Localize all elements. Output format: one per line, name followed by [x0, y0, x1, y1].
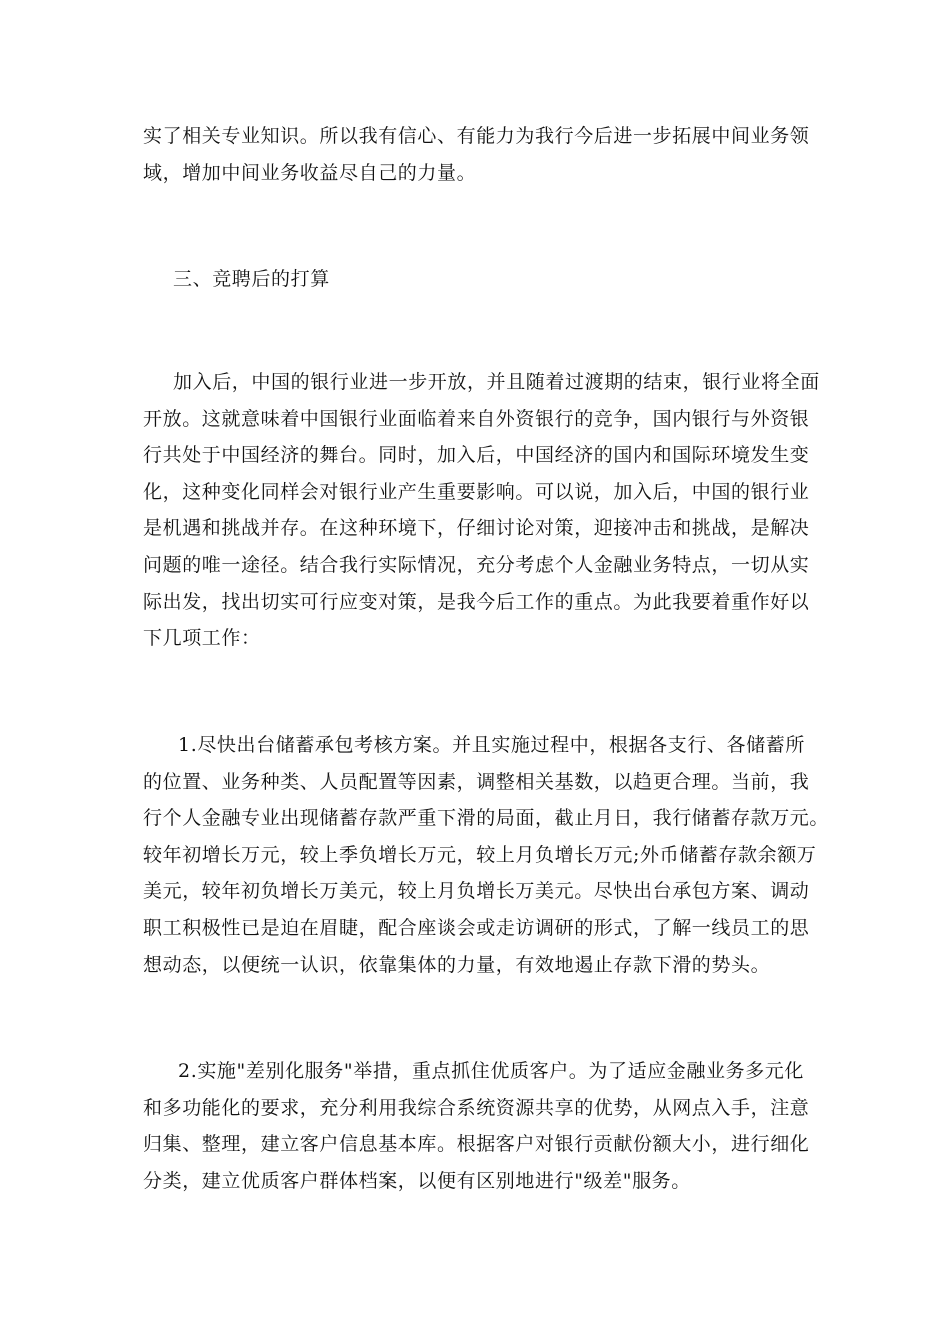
list-item-2 — [143, 1053, 815, 1199]
section-heading: 三、竞聘后的打算 — [173, 268, 330, 290]
text-line: 开放。这就意味着中国银行业面临着来自外资银行的竞争，国内银行与外资银 — [143, 407, 810, 430]
text-line: 1.尽快出台储蓄承包考核方案。并且实施过程中，根据各支行、各储蓄所 — [178, 734, 805, 756]
text-line: 行个人金融专业出现储蓄存款严重下滑的局面，截止月日，我行储蓄存款万元。 — [143, 807, 830, 830]
text-line: 的位置、业务种类、人员配置等因素，调整相关基数，以趋更合理。当前，我 — [143, 770, 810, 793]
text-line: 行共处于中国经济的舞台。同时，加入后，中国经济的国内和国际环境发生变 — [143, 444, 810, 467]
text-line: 化，这种变化同样会对银行业产生重要影响。可以说，加入后，中国的银行业 — [143, 480, 810, 503]
text-line: 归集、整理，建立客户信息基本库。根据客户对银行贡献份额大小，进行细化 — [143, 1133, 810, 1156]
text-line: 问题的唯一途径。结合我行实际情况，充分考虑个人金融业务特点，一切从实 — [143, 553, 810, 576]
text-line: 际出发，找出切实可行应变对策，是我今后工作的重点。为此我要着重作好以 — [143, 590, 810, 613]
text-line: 职工积极性已是迫在眉睫，配合座谈会或走访调研的形式，了解一线员工的思 — [143, 916, 810, 939]
text-line: 是机遇和挑战并存。在这种环境下，仔细讨论对策，迎接冲击和挑战，是解决 — [143, 517, 810, 540]
text-line: 想动态，以便统一认识，依靠集体的力量，有效地遏止存款下滑的势头。 — [143, 953, 771, 976]
paragraph-context — [143, 364, 820, 657]
paragraph-intro-tail — [143, 118, 815, 191]
text-line: 加入后，中国的银行业进一步开放，并且随着过渡期的结束，银行业将全面 — [173, 371, 820, 393]
list-item-1 — [143, 727, 830, 983]
section-heading-block — [143, 261, 815, 298]
text-line: 分类，建立优质客户群体档案，以便有区别地进行"级差"服务。 — [143, 1169, 691, 1192]
text-line: 实了相关专业知识。所以我有信心、有能力为我行今后进一步拓展中间业务领 — [143, 125, 810, 147]
text-line: 2.实施"差别化服务"举措，重点抓住优质客户。为了适应金融业务多元化 — [178, 1060, 805, 1082]
text-line: 较年初增长万元，较上季负增长万元，较上月负增长万元;外币储蓄存款余额万 — [143, 843, 817, 866]
text-line: 和多功能化的要求，充分利用我综合系统资源共享的优势，从网点入手，注意 — [143, 1096, 810, 1119]
text-line: 下几项工作： — [143, 627, 261, 650]
text-line: 美元，较年初负增长万美元，较上月负增长万美元。尽快出台承包方案、调动 — [143, 880, 810, 903]
text-line: 域，增加中间业务收益尽自己的力量。 — [143, 161, 477, 184]
